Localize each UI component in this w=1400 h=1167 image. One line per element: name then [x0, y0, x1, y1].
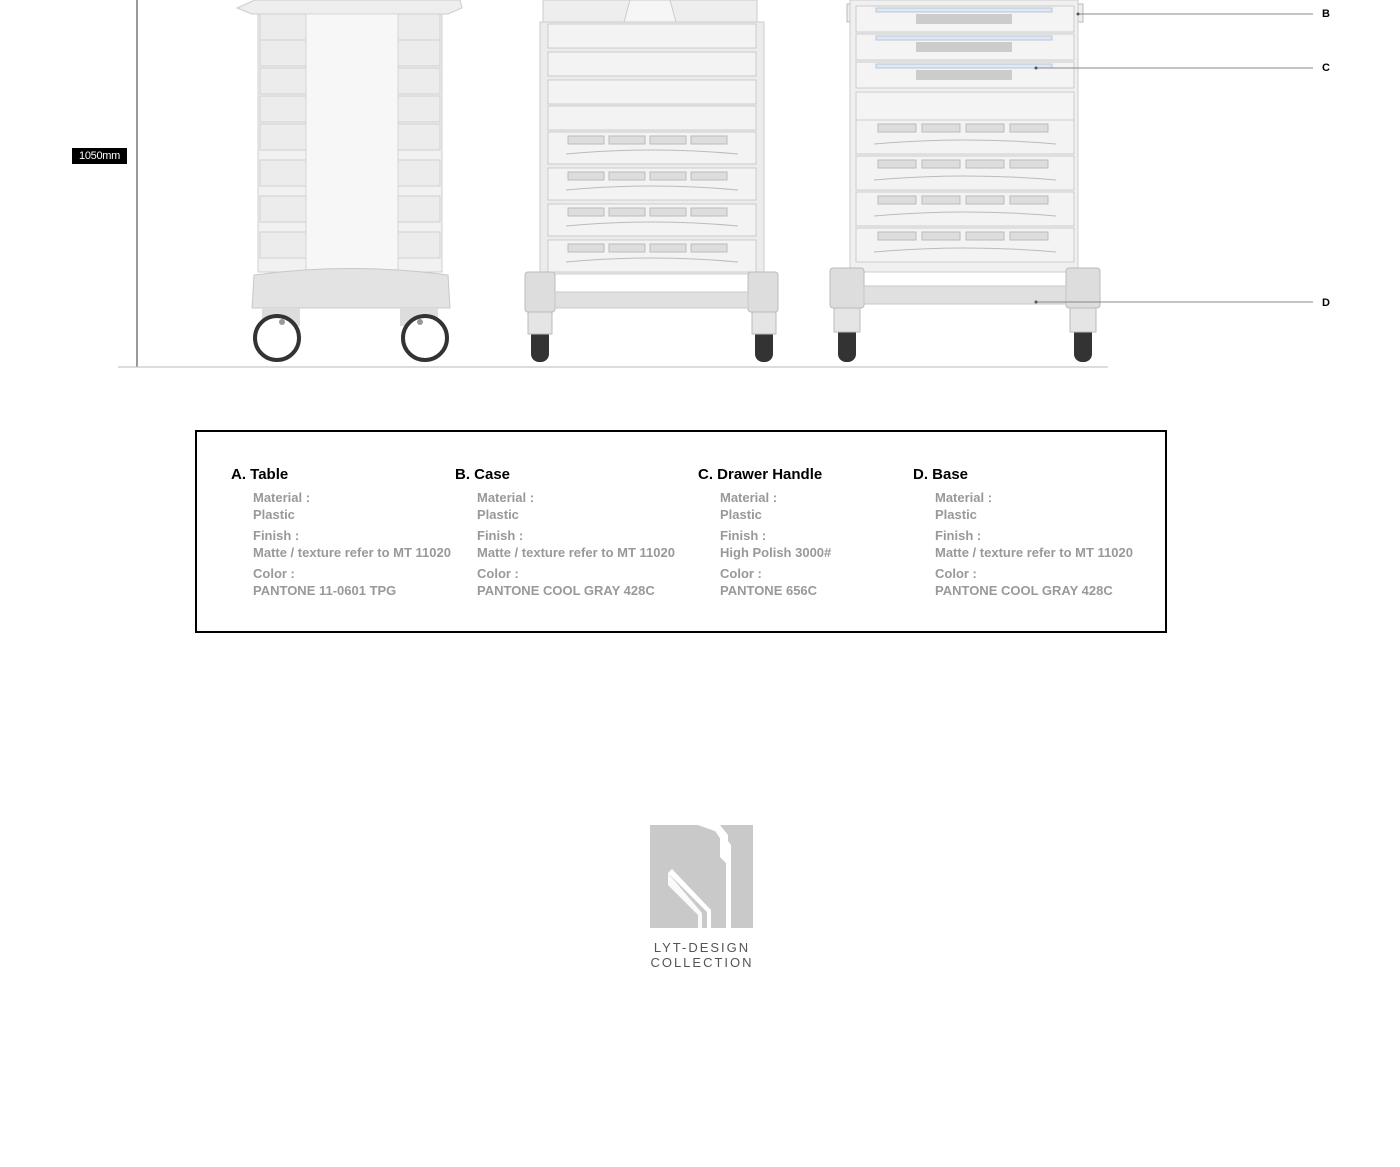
material-value: Plastic	[477, 507, 519, 522]
logo-line-2: COLLECTION	[650, 955, 754, 970]
drawer-handle-icon	[878, 160, 916, 168]
drawer-handle-icon	[966, 196, 1004, 204]
spec-title: A. Table	[231, 466, 289, 483]
cart-side-view	[237, 0, 462, 360]
drawer-front	[548, 52, 756, 76]
material-value: Plastic	[720, 507, 762, 522]
cart-callout-view	[830, 0, 1100, 362]
finish-value: High Polish 3000#	[720, 545, 832, 560]
drawer-handle-icon	[922, 160, 960, 168]
drawer-handle-icon	[609, 136, 645, 144]
drawer-handle-icon	[691, 244, 727, 252]
drawer-handle-icon	[966, 232, 1004, 240]
drawer-handle-icon	[876, 64, 1052, 68]
drawer-handle-icon	[568, 136, 604, 144]
spec-box	[195, 430, 1167, 633]
color-value: PANTONE COOL GRAY 428C	[477, 583, 655, 598]
drawer-handle-icon	[878, 232, 916, 240]
brand-logo	[640, 825, 764, 970]
finish-value: Matte / texture refer to MT 11020	[253, 545, 451, 560]
drawer-handle-icon	[650, 208, 686, 216]
material-value: Plastic	[935, 507, 977, 522]
drawer-front	[548, 80, 756, 104]
drawer-handle-icon	[650, 244, 686, 252]
finish-value: Matte / texture refer to MT 11020	[935, 545, 1133, 560]
drawer-handle-icon	[568, 208, 604, 216]
drawer-front	[548, 24, 756, 48]
drawer-handle-icon	[609, 208, 645, 216]
drawer-handle-icon	[966, 124, 1004, 132]
spec-title: B. Case	[455, 466, 511, 483]
color-label: Color :	[720, 566, 762, 581]
color-value: PANTONE 656C	[720, 583, 818, 598]
drawer-handle-icon	[650, 136, 686, 144]
finish-label: Finish :	[720, 528, 767, 543]
drawer-handle-icon	[876, 36, 1052, 40]
spec-column-base	[913, 466, 1133, 599]
drawer-handle-icon	[1010, 124, 1048, 132]
callout-c: C	[1322, 62, 1330, 74]
finish-label: Finish :	[935, 528, 982, 543]
drawer-handle-icon	[691, 172, 727, 180]
drawer-handle-icon	[1010, 232, 1048, 240]
spec-column-case	[455, 466, 675, 599]
drawer-handle-icon	[568, 244, 604, 252]
drawer-handle-icon	[1010, 160, 1048, 168]
drawer-handle-icon	[878, 124, 916, 132]
color-label: Color :	[253, 566, 295, 581]
spec-column-table	[231, 466, 451, 599]
material-label: Material :	[720, 490, 778, 505]
logo-line-1: LYT-DESIGN	[653, 940, 751, 955]
drawer-handle-icon	[966, 160, 1004, 168]
logo-mark-icon	[640, 825, 764, 929]
spec-column-drawer-handle	[698, 466, 831, 599]
drawer-handle-icon	[922, 124, 960, 132]
drawer-front	[548, 106, 756, 130]
cart-drawings	[0, 0, 1400, 400]
finish-label: Finish :	[477, 528, 524, 543]
material-label: Material :	[253, 490, 311, 505]
material-label: Material :	[935, 490, 993, 505]
dimension-label: 1050mm	[72, 148, 127, 164]
color-value: PANTONE 11-0601 TPG	[253, 583, 397, 598]
finish-value: Matte / texture refer to MT 11020	[477, 545, 675, 560]
drawer-handle-icon	[609, 244, 645, 252]
cart-front-view	[525, 0, 778, 362]
drawer-handle-icon	[878, 196, 916, 204]
drawer-handle-icon	[1010, 196, 1048, 204]
color-value: PANTONE COOL GRAY 428C	[935, 583, 1113, 598]
callout-b: B	[1322, 8, 1330, 20]
drawer-handle-icon	[691, 136, 727, 144]
drawer-handle-icon	[691, 208, 727, 216]
drawer-front	[856, 92, 1074, 120]
drawer-handle-icon	[609, 172, 645, 180]
spec-title: C. Drawer Handle	[698, 466, 823, 483]
drawer-handle-icon	[922, 196, 960, 204]
drawer-handle-icon	[650, 172, 686, 180]
finish-label: Finish :	[253, 528, 300, 543]
material-value: Plastic	[253, 507, 295, 522]
color-label: Color :	[935, 566, 977, 581]
drawer-handle-icon	[568, 172, 604, 180]
color-label: Color :	[477, 566, 519, 581]
material-label: Material :	[477, 490, 535, 505]
drawer-handle-icon	[922, 232, 960, 240]
callout-d: D	[1322, 297, 1330, 309]
drawer-handle-icon	[876, 8, 1052, 12]
spec-title: D. Base	[913, 466, 969, 483]
